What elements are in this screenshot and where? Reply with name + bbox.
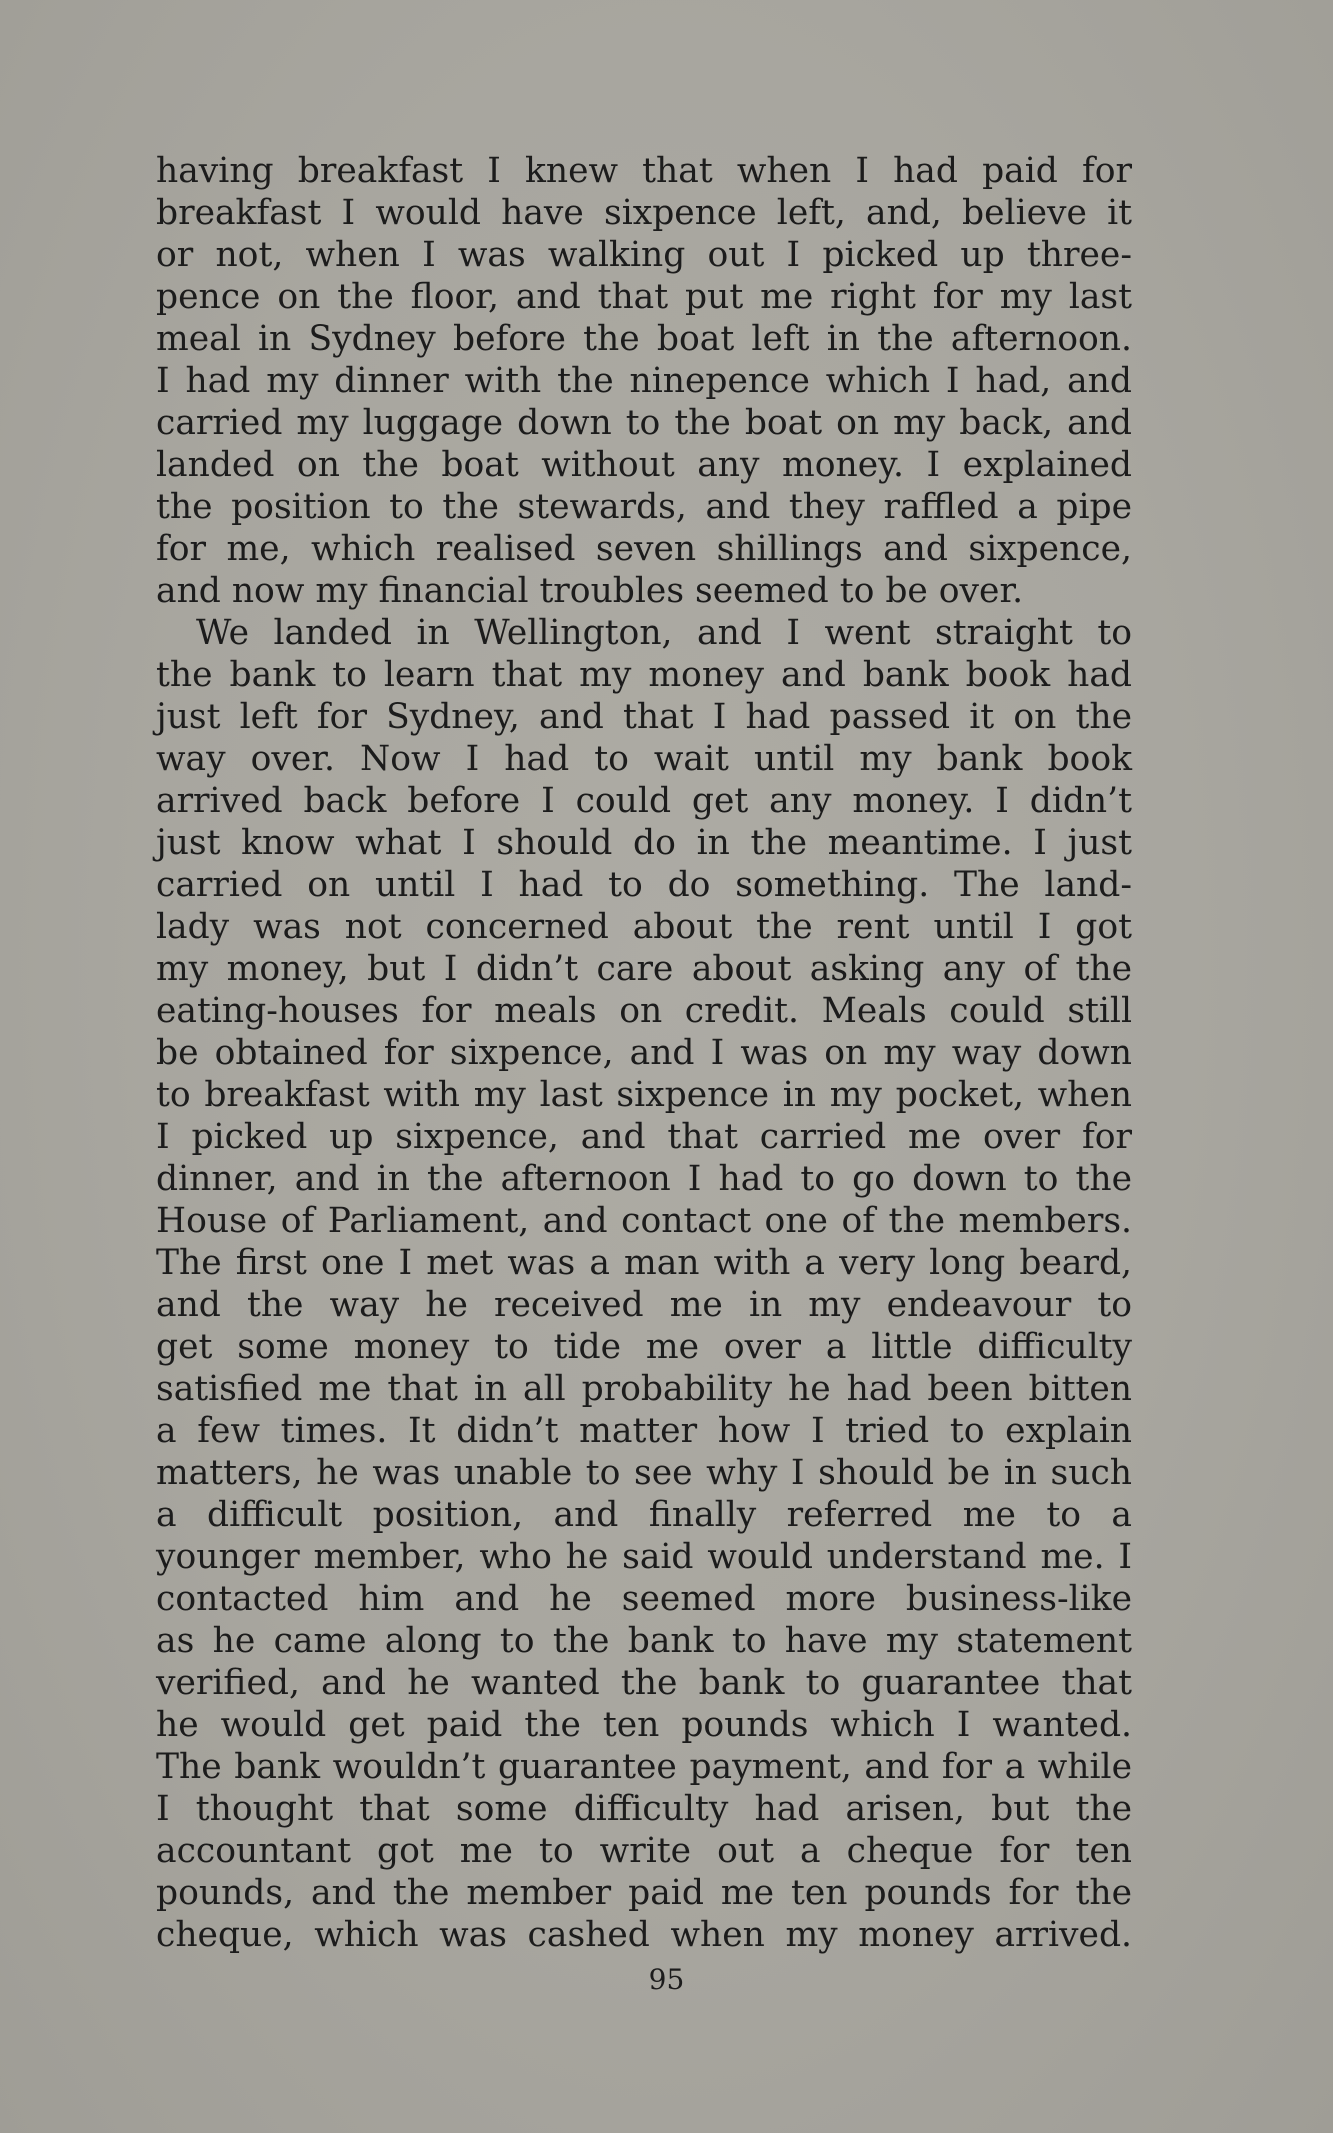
text-line: he would get paid the ten pounds which I wanted. <box>156 1705 1132 1745</box>
text-line: having breakfast I knew that when I had paid for <box>156 151 1132 191</box>
text-line: to breakfast with my last sixpence in my pocket, when <box>156 1075 1132 1115</box>
text-line: arrived back before I could get any money. I didn’t <box>156 781 1132 821</box>
text-line: a few times. It didn’t matter how I tried to explain <box>156 1411 1132 1451</box>
text-line: the bank to learn that my money and bank book had <box>156 655 1132 695</box>
text-line: for me, which realised seven shillings and sixpence, <box>156 529 1132 569</box>
text-line: accountant got me to write out a cheque for ten <box>156 1831 1132 1871</box>
text-line: pounds, and the member paid me ten pounds for the <box>156 1873 1132 1913</box>
text-line: or not, when I was walking out I picked up three- <box>156 235 1132 275</box>
text-line: be obtained for sixpence, and I was on my way down <box>156 1033 1132 1073</box>
text-line: and the way he received me in my endeavour to <box>156 1285 1132 1325</box>
text-line: lady was not concerned about the rent until I got <box>156 907 1132 947</box>
text-line: a difficult position, and finally referred me to a <box>156 1495 1132 1535</box>
text-line: satisfied me that in all probability he had been bitten <box>156 1369 1132 1409</box>
text-line: breakfast I would have sixpence left, and, believe it <box>156 193 1132 233</box>
text-line: the position to the stewards, and they raffled a pipe <box>156 487 1132 527</box>
text-line: just left for Sydney, and that I had passed it on the <box>156 697 1132 737</box>
text-line: my money, but I didn’t care about asking any of the <box>156 949 1132 989</box>
text-line: I picked up sixpence, and that carried me over for <box>156 1117 1132 1157</box>
text-line: as he came along to the bank to have my statement <box>156 1621 1132 1661</box>
text-line: dinner, and in the afternoon I had to go down to the <box>156 1159 1132 1199</box>
page-number: 95 <box>648 1963 685 1996</box>
text-line: just know what I should do in the meantime. I just <box>156 823 1132 863</box>
text-line: contacted him and he seemed more business-like <box>156 1579 1132 1619</box>
text-line: matters, he was unable to see why I should be in such <box>156 1453 1132 1493</box>
text-line: cheque, which was cashed when my money arrived. <box>156 1915 1132 1955</box>
text-line: I thought that some difficulty had arisen, but the <box>156 1789 1132 1829</box>
text-line: carried my luggage down to the boat on my back, and <box>156 403 1132 443</box>
text-line: way over. Now I had to wait until my bank book <box>156 739 1132 779</box>
paragraph-end-line: and now my financial troubles seemed to be over. <box>156 571 1024 611</box>
text-line: verified, and he wanted the bank to guarantee that <box>156 1663 1132 1703</box>
text-line: get some money to tide me over a little difficulty <box>156 1327 1132 1367</box>
body-text <box>156 150 1132 1956</box>
text-line: carried on until I had to do something. The land- <box>156 865 1132 905</box>
text-line: House of Parliament, and contact one of the members. <box>156 1201 1132 1241</box>
text-line: meal in Sydney before the boat left in the afternoon. <box>156 319 1132 359</box>
text-line: The bank wouldn’t guarantee payment, and for a while <box>156 1747 1132 1787</box>
text-line: younger member, who he said would understand me. I <box>156 1537 1132 1577</box>
text-line: landed on the boat without any money. I explained <box>156 445 1132 485</box>
text-line: pence on the floor, and that put me right for my last <box>156 277 1132 317</box>
text-line: I had my dinner with the ninepence which I had, and <box>156 361 1132 401</box>
text-line: eating-houses for meals on credit. Meals could still <box>156 991 1132 1031</box>
paragraph-start-line: We landed in Wellington, and I went straight to <box>196 613 1132 653</box>
text-line: The first one I met was a man with a very long beard, <box>156 1243 1132 1283</box>
